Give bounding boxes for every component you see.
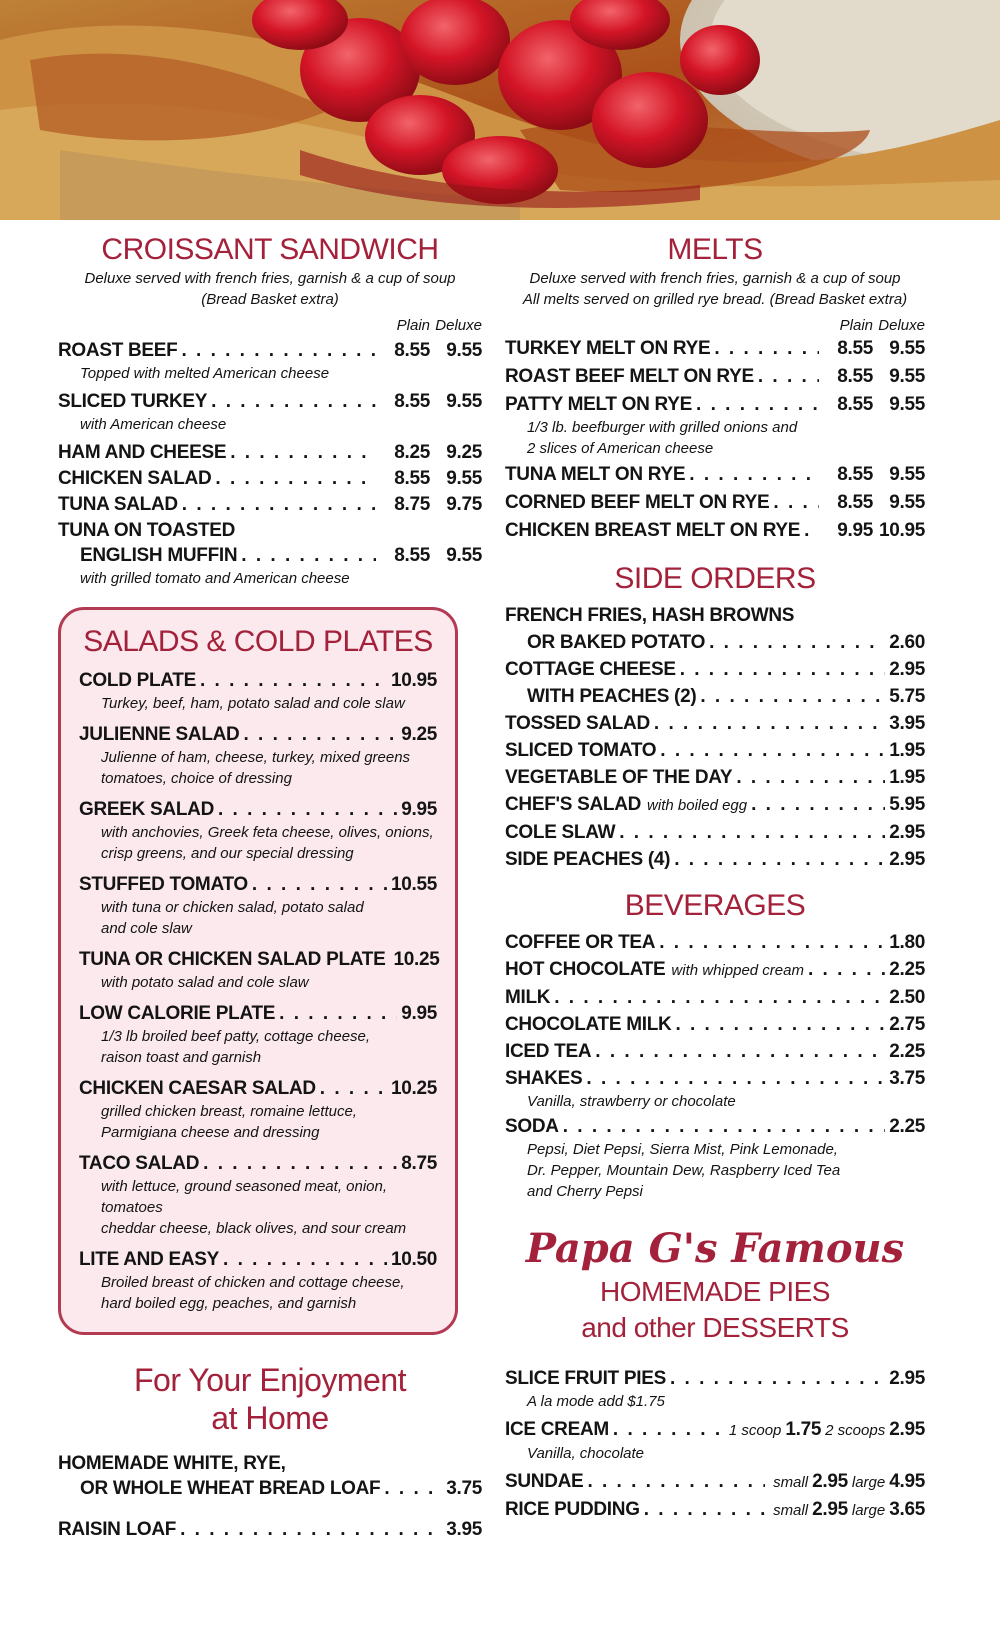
item-description: with lettuce, ground seasoned meat, onion, tomatoes [101,1178,388,1216]
leader-dots [709,630,885,655]
melt-item [505,462,925,487]
item-price: 2.95 [889,822,925,843]
croissant-section [58,232,482,589]
item-name: CORNED BEEF MELT ON RYE [505,492,770,513]
item-name: COLD PLATE [79,670,196,691]
beverage-item [505,957,925,983]
leader-dots [675,1012,885,1037]
left-column [58,232,482,1542]
melt-item [505,364,925,389]
item-name: LITE AND EASY [79,1249,220,1270]
side-item [505,738,925,763]
item-plain-price: 8.55 [837,464,873,485]
item-description: and cole slaw [101,920,192,937]
item-name: COFFEE OR TEA [505,932,656,953]
item-price: 10.25 [393,949,440,970]
item-price: 10.25 [390,1078,437,1099]
leader-dots [586,1066,885,1091]
item-price: 1.95 [889,740,925,761]
leader-dots [619,820,885,845]
item-description: raison toast and garnish [101,1049,262,1066]
menu-item-ham-and-cheese: HAM AND CHEESE . . . 8.25 9.25 [58,440,482,465]
item-deluxe-price: 9.55 [889,338,925,359]
item-description: tomatoes, choice of dressing [101,770,292,787]
leader-dots [751,792,885,817]
menu-item-sliced-turkey: SLICED TURKEY . . . 8.55 9.55 with American cheese [58,389,482,435]
leader-dots [563,1114,886,1139]
leader-dots [689,462,819,487]
item-price: 5.95 [889,794,925,815]
item-plain-price: 8.55 [837,394,873,415]
item-description: Pepsi, Diet Pepsi, Sierra Mist, Pink Lemonade, [527,1141,838,1158]
leader-dots [320,1076,387,1101]
leader-dots [200,668,387,693]
item-deluxe-price: 10.95 [878,520,925,541]
beverage-item [505,1039,925,1064]
item-name: WITH PEACHES (2) [527,686,697,707]
item-name: TACO SALAD [79,1153,200,1174]
leader-dots [700,684,885,709]
item-price: 2.25 [889,1116,925,1137]
leader-dots [595,1039,885,1064]
item-price: 9.95 [401,1003,437,1024]
item-description: Dr. Pepper, Mountain Dew, Raspberry Iced Tea [527,1162,841,1179]
melts-section [505,232,925,543]
sides-title: SIDE ORDERS [614,562,816,595]
croissant-title: CROISSANT SANDWICH [101,233,439,266]
item-price: 2.95 [889,849,925,870]
leader-dots [736,765,885,790]
item-plain-price: 9.95 [837,520,873,541]
item-name: JULIENNE SALAD [79,724,240,745]
item-name: ICED TEA [505,1041,592,1062]
item-price: 10.55 [390,874,437,895]
beverage-item [505,1114,925,1202]
item-plain-price: 8.55 [837,492,873,513]
item-description: Parmigiana cheese and dressing [101,1124,320,1141]
item-description: crisp greens, and our special dressing [101,845,354,862]
salad-item [79,1151,437,1239]
desserts-section [505,1224,925,1523]
menu-item-raisin-loaf: RAISIN LOAF . . . 3.95 [58,1517,482,1542]
item-description: Vanilla, strawberry or chocolate [527,1093,736,1110]
item-plain-price: 8.55 [837,338,873,359]
item-note: with whipped cream [671,962,804,979]
item-description: and Cherry Pepsi [527,1183,643,1200]
menu-item-fruit-pies: SLICE FRUIT PIES . . . 2.95 A la mode add $1.75 [505,1366,925,1412]
leader-dots [773,490,819,515]
item-name: CHICKEN CAESAR SALAD [79,1078,316,1099]
item-price: 2.95 [889,659,925,680]
croissant-price-header [58,316,482,336]
melts-note-2: All melts served on grilled rye bread. (Bread Basket extra) [522,291,908,308]
beverages-section [505,888,925,1202]
item-deluxe-price: 9.55 [889,492,925,513]
salad-item [79,872,437,939]
item-name: SODA [505,1116,559,1137]
desserts-title-1: HOMEMADE PIES [600,1276,830,1307]
item-name: VEGETABLE OF THE DAY [505,767,733,788]
item-name: CHICKEN BREAST MELT ON RYE [505,520,801,541]
leader-dots [674,847,885,872]
right-column [505,232,925,1523]
item-price: 8.75 [401,1153,437,1174]
crepes-strawberries-photo [0,0,1000,220]
home-section [58,1361,482,1542]
item-name: MILK [505,987,551,1008]
menu-item-chicken-salad: CHICKEN SALAD . . . 8.55 9.55 [58,466,482,491]
side-item [505,711,925,736]
item-name: STUFFED TOMATO [79,874,248,895]
salad-item [79,947,440,993]
item-name: PATTY MELT ON RYE [505,394,693,415]
item-description: 1/3 lb. beefburger with grilled onions and [527,419,798,436]
leader-dots [223,1247,387,1272]
side-item [505,820,925,845]
melts-note-1: Deluxe served with french fries, garnish & a cup of soup [529,270,901,287]
item-name: TOSSED SALAD [505,713,650,734]
leader-dots [659,930,885,955]
item-name: SLICED TOMATO [505,740,657,761]
menu-item-rice-pudding: RICE PUDDING . . . small 2.95 large 3.65 [505,1497,925,1523]
melt-item [505,392,925,459]
leader-dots [804,518,819,543]
side-item [505,792,925,818]
leader-dots [554,985,885,1010]
salad-item [79,668,437,714]
leader-dots [680,657,886,682]
melts-list [505,336,925,543]
salad-item [79,1076,437,1143]
beverages-list [505,930,925,1202]
item-description: 2 slices of American cheese [527,440,714,457]
item-note: with boiled egg [647,797,748,814]
item-name: CHOCOLATE MILK [505,1014,672,1035]
croissant-note-2: (Bread Basket extra) [201,291,339,308]
menu-item-tuna-salad: TUNA SALAD . . . 8.75 9.75 [58,492,482,517]
item-name: TUNA OR CHICKEN SALAD PLATE [79,949,386,970]
item-description: with tuna or chicken salad, potato salad [101,899,364,916]
item-description: Turkey, beef, ham, potato salad and cole slaw [101,695,405,712]
item-description: 1/3 lb broiled beef patty, cottage cheese, [101,1028,371,1045]
salad-item [79,722,437,789]
melt-item [505,490,925,515]
deluxe-label: Deluxe [878,317,925,334]
beverage-item [505,930,925,955]
item-name: ROAST BEEF MELT ON RYE [505,366,754,387]
salad-item [79,1001,437,1068]
item-name: SIDE PEACHES (4) [505,849,671,870]
plain-label: Plain [396,317,430,334]
side-item [505,847,925,872]
item-description: grilled chicken breast, romaine lettuce, [101,1103,357,1120]
croissant-note-1: Deluxe served with french fries, garnish & a cup of soup [84,270,456,287]
item-price: 2.25 [889,1041,925,1062]
item-name: TUNA MELT ON RYE [505,464,686,485]
menu-item-bread-loaf: HOMEMADE WHITE, RYE, OR WHOLE WHEAT BREAD LOAF . . . 3.75 [58,1451,482,1501]
item-description: Broiled breast of chicken and cottage cheese, [101,1274,405,1291]
leader-dots [808,957,885,982]
item-description: cheddar cheese, black olives, and sour cream [101,1220,407,1237]
item-price: 9.25 [401,724,437,745]
item-price: 2.75 [889,1014,925,1035]
home-title-2: at Home [211,1400,329,1436]
salads-list [79,668,440,1314]
item-price: 3.95 [889,713,925,734]
item-price: 9.95 [401,799,437,820]
leader-dots [218,797,397,822]
menu-item-fries: FRENCH FRIES, HASH BROWNS [505,605,795,626]
leader-dots [654,711,885,736]
salads-box [58,607,458,1335]
item-name: HOT CHOCOLATE [505,959,666,980]
item-name: TURKEY MELT ON RYE [505,338,711,359]
item-description: hard boiled egg, peaches, and garnish [101,1295,357,1312]
item-deluxe-price: 9.55 [889,366,925,387]
sides-section [505,561,925,872]
side-item [505,765,925,790]
item-price: 10.95 [390,670,437,691]
item-price: 1.95 [889,767,925,788]
salad-item [79,797,437,864]
item-description: Julienne of ham, cheese, turkey, mixed greens [101,749,411,766]
leader-dots [660,738,885,763]
item-price: 10.50 [390,1249,437,1270]
melts-title: MELTS [667,233,763,266]
item-price: 3.75 [889,1068,925,1089]
leader-dots [203,1151,397,1176]
menu-item-tuna-muffin: TUNA ON TOASTED ENGLISH MUFFIN . . . 8.55 9.55 with grilled tomato and American cheese [58,518,482,589]
melt-item [505,518,925,543]
item-name: CHEF'S SALAD [505,794,642,815]
item-description: with anchovies, Greek feta cheese, olives, onions, [101,824,434,841]
deluxe-label: Deluxe [435,317,482,334]
item-price: 5.75 [889,686,925,707]
item-deluxe-price: 9.55 [889,394,925,415]
item-price: 1.80 [889,932,925,953]
menu-item-roast-beef: ROAST BEEF . . . 8.55 9.55 Topped with melted American cheese [58,338,482,384]
side-item [505,684,925,709]
beverages-title: BEVERAGES [624,889,806,922]
salads-title: SALADS & COLD PLATES [83,625,433,658]
beverage-item [505,1066,925,1112]
sides-list [505,630,925,872]
item-name: LOW CALORIE PLATE [79,1003,276,1024]
leader-dots [714,336,819,361]
leader-dots [243,722,397,747]
item-name: COLE SLAW [505,822,616,843]
item-name: GREEK SALAD [79,799,214,820]
leader-dots [758,364,819,389]
item-price: 2.60 [889,632,925,653]
plain-label: Plain [839,317,873,334]
home-title-1: For Your Enjoyment [133,1362,407,1398]
leader-dots [696,392,819,417]
item-plain-price: 8.55 [837,366,873,387]
leader-dots [279,1001,397,1026]
item-description: with potato salad and cole slaw [101,974,309,991]
item-price: 2.25 [889,959,925,980]
salad-item [79,1247,437,1314]
item-deluxe-price: 9.55 [889,464,925,485]
side-item [505,657,925,682]
beverage-item [505,985,925,1010]
menu-item-sundae: SUNDAE . . . small 2.95 large 4.95 [505,1469,925,1495]
melt-item [505,336,925,361]
menu-item-ice-cream: ICE CREAM . . . 1 scoop 1.75 2 scoops 2.95 Vanilla, chocolate [505,1417,925,1464]
desserts-script-title: Papa G's Famous [525,1225,905,1272]
melts-price-header [505,316,925,336]
item-name: COTTAGE CHEESE [505,659,676,680]
beverage-item [505,1012,925,1037]
leader-dots [252,872,387,897]
item-name: OR BAKED POTATO [527,632,706,653]
desserts-title-2: and other DESSERTS [581,1312,849,1343]
item-name: SHAKES [505,1068,583,1089]
side-item [505,630,925,655]
item-price: 2.50 [889,987,925,1008]
